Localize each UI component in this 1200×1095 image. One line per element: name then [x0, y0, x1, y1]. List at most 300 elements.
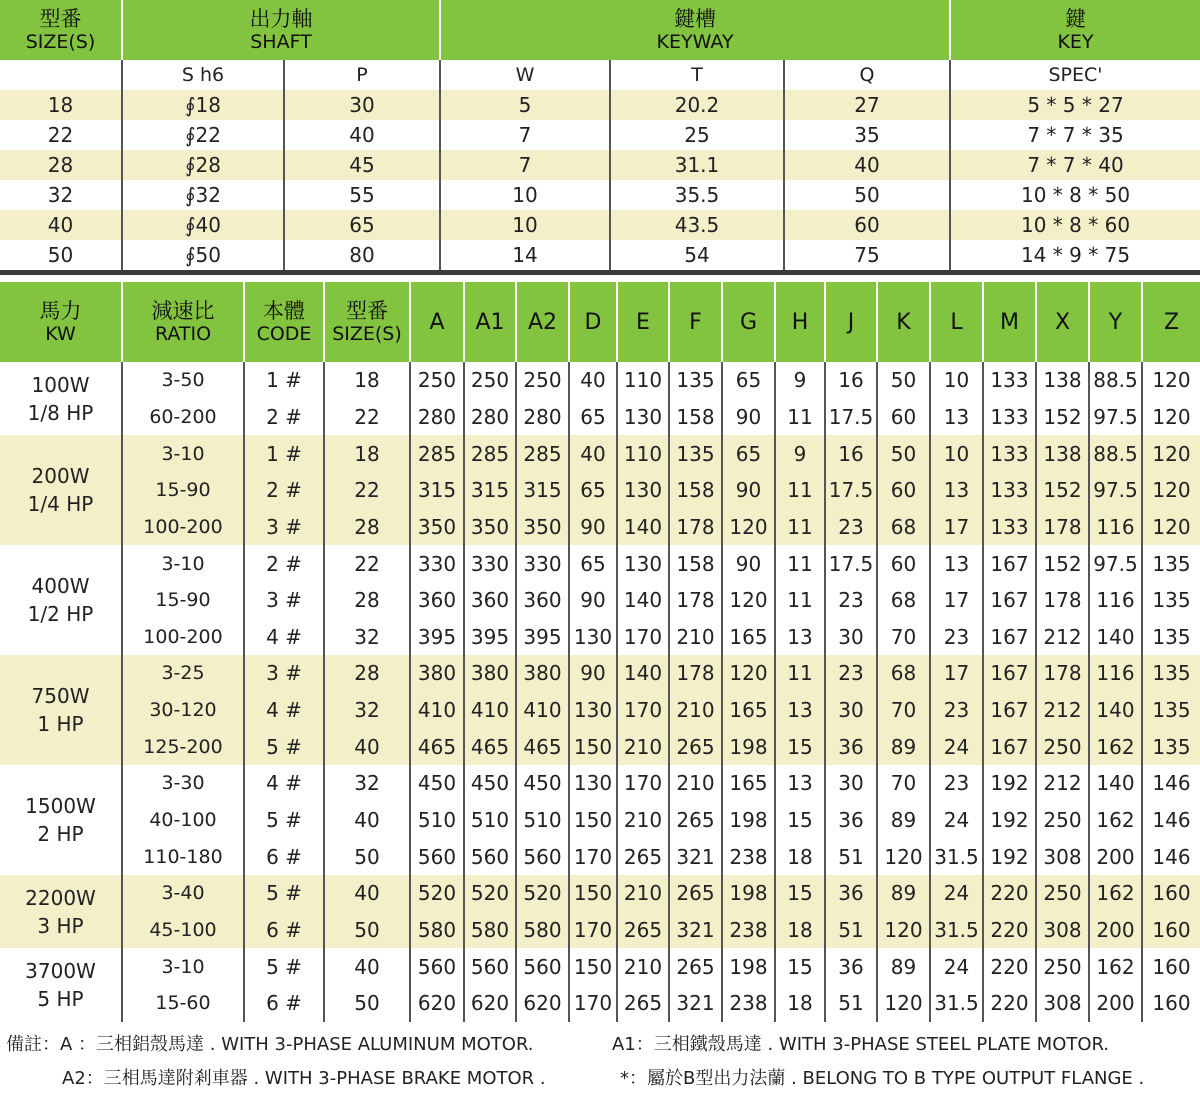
dimension-table-body — [0, 362, 1200, 1022]
dimension-table-cell: 116 — [1089, 582, 1142, 619]
section-divider — [0, 270, 1200, 275]
dimension-table-cell: 68 — [877, 582, 930, 619]
dimension-table-cell: 65 — [569, 545, 617, 582]
dimension-table-cell: 170 — [569, 985, 617, 1022]
dimension-table-cell: 152 — [1036, 545, 1089, 582]
dimension-table-row — [0, 948, 1200, 985]
dimension-table-cell: 265 — [669, 948, 722, 985]
dimension-header-label: A — [429, 309, 445, 335]
dimension-table-cell: 135 — [1152, 588, 1191, 613]
dimension-table-cell: 560 — [410, 948, 464, 985]
dimension-table-cell: 51 — [825, 838, 877, 875]
dimension-table-cell: 22 — [324, 472, 410, 509]
dimension-table-cell: 120 — [877, 912, 930, 949]
shaft-table-cell: 65 — [284, 210, 440, 240]
dimension-table-cell: 36 — [825, 802, 877, 839]
dimension-table-cell: 350 — [516, 509, 569, 546]
dimension-table-cell: 315 — [516, 472, 569, 509]
dimension-table-cell: 238 — [722, 838, 775, 875]
dimension-table-row — [0, 802, 1200, 839]
dimension-table-cell: 5 # — [244, 875, 324, 912]
dimension-table-cell: 192 — [983, 765, 1036, 802]
dimension-table-cell: 178 — [669, 582, 722, 619]
dimension-table-cell: 250 — [1036, 802, 1089, 839]
dimension-table-cell: 65 — [722, 435, 775, 472]
dimension-table-cell: 360 — [410, 582, 464, 619]
shaft-table-body — [0, 60, 1200, 270]
dimension-table-cell: 210 — [617, 728, 669, 765]
dimension-table-cell: 10 — [930, 435, 983, 472]
dimension-table-cell: 40-100 — [122, 802, 244, 839]
dimension-table-cell: 120 — [1152, 404, 1191, 429]
shaft-table-cell: 43.5 — [610, 210, 784, 240]
dimension-table-cell: 16 — [825, 435, 877, 472]
dimension-header-label: D — [584, 309, 602, 335]
dimension-table-cell: 31.5 — [930, 838, 983, 875]
header-size: 型番 SIZE(S) — [0, 0, 122, 60]
dimension-header-cell — [324, 282, 410, 362]
dimension-table-cell: 130 — [617, 545, 669, 582]
dimension-table-cell: 23 — [825, 509, 877, 546]
shaft-table-cell: 10 * 8 * 60 — [950, 210, 1200, 240]
dimension-table-cell: 250 — [516, 362, 569, 399]
dimension-table-cell: 100-200 — [122, 509, 244, 546]
dimension-table-cell: 238 — [722, 912, 775, 949]
dimension-table-cell: 6 # — [244, 985, 324, 1022]
dimension-table-cell: 120 — [722, 582, 775, 619]
dimension-table-cell: 15 — [775, 875, 825, 912]
dimension-header-label: A1 — [475, 309, 505, 335]
dimension-table-cell: 28 — [324, 509, 410, 546]
dimension-table-cell: 5 # — [244, 948, 324, 985]
dimension-table-cell: 192 — [983, 802, 1036, 839]
dimension-table-cell: 150 — [569, 948, 617, 985]
dimension-table-cell: 380 — [516, 655, 569, 692]
shaft-table-cell: 32 — [0, 180, 122, 210]
dimension-table-cell: 30-120 — [122, 692, 244, 729]
dimension-table-cell: 167 — [983, 655, 1036, 692]
dimension-table-row — [0, 472, 1200, 509]
dimension-table-cell: 13 — [930, 472, 983, 509]
dimension-table-row — [0, 362, 1200, 399]
header-key: 鍵 KEY — [950, 0, 1200, 60]
dimension-header-label-zh: 本體 — [263, 299, 305, 323]
dimension-table-cell: 11 — [775, 472, 825, 509]
dimension-header-label-en: CODE — [256, 323, 312, 345]
dimension-table-cell: 200 — [1089, 838, 1142, 875]
dimension-table-cell: 170 — [617, 618, 669, 655]
power-rating-cell — [0, 765, 122, 875]
power-rating-cell — [0, 545, 122, 655]
dimension-table-cell: 165 — [722, 765, 775, 802]
dimension-table-cell: 560 — [516, 948, 569, 985]
dimension-table-cell: 410 — [410, 692, 464, 729]
shaft-table-cell: 10 * 8 * 50 — [1020, 183, 1131, 207]
dimension-table-cell: 32 — [324, 692, 410, 729]
dimension-table-cell: 3-10 — [122, 435, 244, 472]
dimension-table-cell: 97.5 — [1089, 399, 1142, 436]
dimension-table-cell: 212 — [1036, 692, 1089, 729]
dimension-table-cell: 450 — [464, 765, 516, 802]
dimension-table-cell: 178 — [1036, 509, 1089, 546]
dimension-header-cell — [516, 282, 569, 362]
dimension-table-cell: 560 — [410, 838, 464, 875]
dimension-table-cell: 28 — [324, 655, 410, 692]
shaft-table-cell: 7 * 7 * 35 — [1027, 123, 1124, 147]
dimension-table-cell: 3-30 — [122, 765, 244, 802]
power-kw: 100W — [31, 372, 90, 397]
dimension-header-label: A2 — [527, 309, 558, 335]
dimension-header-cell — [775, 282, 825, 362]
power-kw: 400W — [31, 574, 90, 599]
power-hp: 2 HP — [37, 822, 84, 846]
dimension-table-cell: 17 — [930, 655, 983, 692]
dimension-header-cell — [569, 282, 617, 362]
dimension-header-label: E — [636, 309, 650, 335]
dimension-table-cell: 321 — [669, 912, 722, 949]
dimension-table-cell: 250 — [1036, 728, 1089, 765]
dimension-table-cell: 330 — [410, 545, 464, 582]
dimension-table-cell: 3-50 — [122, 362, 244, 399]
dimension-table-cell: 5 # — [244, 802, 324, 839]
dimension-table-cell: 13 — [775, 692, 825, 729]
power-kw: 3700W — [25, 958, 96, 983]
dimension-table-cell: 24 — [930, 948, 983, 985]
dimension-table-cell: 120 — [1142, 472, 1200, 509]
dimension-table-cell: 220 — [983, 948, 1036, 985]
dimension-table-cell: 280 — [516, 399, 569, 436]
shaft-table-cell: 45 — [284, 150, 440, 180]
dimension-table-cell: 580 — [516, 912, 569, 949]
dimension-table-cell: 162 — [1089, 948, 1142, 985]
dimension-table-row — [0, 765, 1200, 802]
dimension-table-cell: 198 — [722, 802, 775, 839]
dimension-table-cell: 265 — [617, 985, 669, 1022]
dimension-table-cell: 88.5 — [1089, 362, 1142, 399]
dimension-table-cell: 3-10 — [122, 545, 244, 582]
header-shaft: 出力軸 SHAFT — [122, 0, 440, 60]
dimension-table-cell: 15-60 — [122, 985, 244, 1022]
dimension-table-cell: 167 — [983, 618, 1036, 655]
shaft-subheader-cell: S h6 — [122, 60, 284, 90]
dimension-table-cell: 395 — [464, 618, 516, 655]
power-kw: 1500W — [25, 794, 96, 818]
dimension-table-cell: 308 — [1036, 912, 1089, 949]
dimension-header-cell — [464, 282, 516, 362]
dimension-table-cell: 152 — [1036, 399, 1089, 436]
dimension-table-cell: 315 — [464, 472, 516, 509]
shaft-keyway-table — [0, 0, 1200, 270]
dimension-table-cell: 120 — [722, 509, 775, 546]
shaft-table-cell: 28 — [0, 150, 122, 180]
dimension-table-cell: 135 — [1142, 655, 1200, 692]
dimension-table-cell: 133 — [983, 435, 1036, 472]
shaft-subheader-cell: T — [610, 60, 784, 90]
dimension-table-cell: 133 — [983, 399, 1036, 436]
shaft-table-cell: ∮32 — [122, 180, 284, 210]
dimension-table-cell: 90 — [569, 655, 617, 692]
dimension-table-row — [0, 838, 1200, 875]
dimension-table-cell: 23 — [930, 692, 983, 729]
dimension-table-cell: 1 # — [244, 435, 324, 472]
shaft-table-row — [0, 180, 1200, 210]
dimension-table-cell: 40 — [324, 875, 410, 912]
dimension-table-cell: 350 — [464, 509, 516, 546]
dimension-table-row — [0, 435, 1200, 472]
dimension-table-cell: 90 — [722, 545, 775, 582]
shaft-table-cell: ∮28 — [122, 150, 284, 180]
dimension-table-cell: 60-200 — [122, 399, 244, 436]
dimension-header-cell — [825, 282, 877, 362]
dimension-header-label: L — [950, 309, 963, 335]
dimension-table-cell: 210 — [617, 802, 669, 839]
dimension-table-cell: 11 — [775, 399, 825, 436]
dimension-table-cell: 120 — [1152, 368, 1191, 393]
dimension-table-cell: 130 — [569, 765, 617, 802]
dimension-table-cell: 2 # — [244, 472, 324, 509]
shaft-table-cell: 30 — [284, 90, 440, 120]
shaft-subheader-row — [0, 60, 1200, 90]
dimension-table-row — [0, 509, 1200, 546]
dimension-table-cell: 198 — [722, 948, 775, 985]
dimension-header-cell — [722, 282, 775, 362]
dimension-table-cell: 160 — [1152, 954, 1191, 979]
dimension-table-cell: 560 — [516, 838, 569, 875]
dimension-table-cell: 89 — [877, 948, 930, 985]
dimension-table-cell: 11 — [775, 582, 825, 619]
dimension-table-cell: 28 — [324, 582, 410, 619]
dimension-table-cell: 330 — [516, 545, 569, 582]
dimension-header-cell — [983, 282, 1036, 362]
power-hp: 1/2 HP — [27, 602, 94, 627]
dimension-header-label-en: SIZE(S) — [332, 323, 402, 345]
dimension-table-row — [0, 875, 1200, 912]
dimension-table-cell: 265 — [669, 802, 722, 839]
shaft-table-cell: 10 — [440, 210, 610, 240]
power-kw: 750W — [31, 684, 90, 709]
dimension-table-cell: 135 — [1152, 551, 1191, 576]
dimension-table-cell: 1 # — [244, 362, 324, 399]
dimension-table-row — [0, 399, 1200, 436]
dimension-header-cell — [1036, 282, 1089, 362]
shaft-table-cell: 5 * 5 * 27 — [950, 90, 1200, 120]
dimension-table-cell: 178 — [1036, 655, 1089, 692]
dimension-table-cell: 265 — [669, 875, 722, 912]
note-a2: A2：三相馬達附剎車器 . WITH 3-PHASE BRAKE MOTOR . — [62, 1068, 546, 1089]
dimension-header-cell — [1142, 282, 1200, 362]
dimension-table-cell: 2 # — [244, 545, 324, 582]
dimension-table-cell: 50 — [324, 838, 410, 875]
dimension-table-cell: 140 — [617, 582, 669, 619]
dimension-table-cell: 450 — [410, 765, 464, 802]
shaft-table-cell: 18 — [0, 90, 122, 120]
dimension-table-cell: 40 — [324, 802, 410, 839]
dimension-table-cell: 200 — [1089, 912, 1142, 949]
dimension-table-cell: 110 — [617, 362, 669, 399]
dimension-table-cell: 15 — [775, 802, 825, 839]
dimension-table-cell: 116 — [1089, 509, 1142, 546]
dimension-table-cell: 130 — [617, 472, 669, 509]
dimension-table-cell: 3 # — [244, 509, 324, 546]
shaft-table-cell: 10 — [440, 180, 610, 210]
dimension-table-cell: 321 — [669, 985, 722, 1022]
dimension-table-cell: 321 — [669, 838, 722, 875]
dimension-table-cell: 13 — [930, 399, 983, 436]
dimension-table-cell: 130 — [617, 399, 669, 436]
dimension-table-cell: 15 — [775, 728, 825, 765]
dimension-table-cell: 265 — [669, 728, 722, 765]
dimension-table-row — [0, 618, 1200, 655]
dimension-table-cell: 130 — [569, 692, 617, 729]
shaft-table-cell: 40 — [0, 210, 122, 240]
dimension-table-cell: 140 — [1089, 692, 1142, 729]
dimension-table-cell: 18 — [775, 985, 825, 1022]
dimension-table-cell: 4 # — [244, 692, 324, 729]
dimension-table-cell: 510 — [516, 802, 569, 839]
power-hp: 1 HP — [37, 712, 84, 737]
dimension-table-cell: 40 — [569, 435, 617, 472]
dimension-table-cell: 50 — [324, 912, 410, 949]
dimension-table-cell: 30 — [825, 618, 877, 655]
dimension-header-cell — [930, 282, 983, 362]
dimension-table-cell: 97.5 — [1089, 545, 1142, 582]
dimension-table-cell: 158 — [669, 545, 722, 582]
dimension-table-cell: 138 — [1036, 435, 1089, 472]
dimension-table-cell: 285 — [516, 435, 569, 472]
dimension-table-cell: 220 — [983, 912, 1036, 949]
dimension-table-cell: 60 — [877, 399, 930, 436]
dimension-table-cell: 167 — [983, 582, 1036, 619]
dimension-table-cell: 36 — [825, 728, 877, 765]
dimension-header-label-zh: 馬力 — [39, 299, 82, 323]
dimension-table-cell: 308 — [1036, 985, 1089, 1022]
dimension-table-cell: 50 — [877, 435, 930, 472]
dimension-table-cell: 170 — [569, 838, 617, 875]
dimension-table-row — [0, 582, 1200, 619]
shaft-table-cell: 7 * 7 * 40 — [950, 150, 1200, 180]
dimension-table-cell: 146 — [1152, 771, 1191, 796]
dimension-table-cell: 6 # — [244, 912, 324, 949]
dimension-table-cell: 17 — [930, 509, 983, 546]
dimension-header-cell — [617, 282, 669, 362]
dimension-table-cell: 51 — [825, 985, 877, 1022]
dimension-table-cell: 165 — [722, 692, 775, 729]
dimension-header-cell — [877, 282, 930, 362]
dimension-table-cell: 31.5 — [930, 985, 983, 1022]
dimension-table-cell: 13 — [775, 765, 825, 802]
dimension-table-cell: 120 — [877, 838, 930, 875]
dimension-table-cell: 200 — [1089, 985, 1142, 1022]
dimension-header-cell — [244, 282, 324, 362]
dimension-table-cell: 3-10 — [122, 948, 244, 985]
shaft-table-cell: 25 — [610, 120, 784, 150]
power-kw: 200W — [31, 464, 90, 489]
dimension-table-cell: 192 — [983, 838, 1036, 875]
dimension-table-cell: 90 — [569, 509, 617, 546]
dimension-table-cell: 162 — [1089, 728, 1142, 765]
dimension-table-cell: 280 — [464, 399, 516, 436]
dimension-table-cell: 65 — [722, 362, 775, 399]
dimension-table-cell: 120 — [722, 655, 775, 692]
dimension-table-cell: 315 — [410, 472, 464, 509]
dimension-table-cell: 465 — [464, 728, 516, 765]
dimension-table-cell: 308 — [1036, 838, 1089, 875]
dimension-header-label-zh: 減速比 — [151, 299, 215, 323]
dimension-table-cell: 285 — [464, 435, 516, 472]
dimension-table-cell: 133 — [983, 472, 1036, 509]
shaft-table-cell: 35.5 — [610, 180, 784, 210]
dimension-header-label: M — [1000, 309, 1019, 335]
shaft-table-row — [0, 120, 1200, 150]
dimension-table-cell: 520 — [464, 875, 516, 912]
shaft-table-cell: 80 — [284, 240, 440, 270]
dimension-header-cell — [669, 282, 722, 362]
dimension-header-label: G — [739, 309, 758, 335]
dimension-header-label: J — [847, 309, 855, 335]
shaft-table-cell: 55 — [284, 180, 440, 210]
dimension-table-cell: 250 — [464, 362, 516, 399]
dimension-table-cell: 90 — [569, 582, 617, 619]
note-a: 備註：A ：三相鋁殼馬達 . WITH 3-PHASE ALUMINUM MOTOR. — [6, 1034, 534, 1055]
dimension-table-cell: 97.5 — [1089, 472, 1142, 509]
dimension-header-cell — [1089, 282, 1142, 362]
dimension-table-cell: 167 — [983, 545, 1036, 582]
dimension-table-cell: 18 — [324, 362, 410, 399]
dimension-table-cell: 65 — [569, 399, 617, 436]
shaft-table-cell: 75 — [784, 240, 950, 270]
dimension-table-cell: 68 — [877, 509, 930, 546]
dimension-table-cell: 40 — [324, 728, 410, 765]
dimension-table-cell: 135 — [669, 362, 722, 399]
dimension-table-cell: 158 — [669, 472, 722, 509]
dimension-table-cell: 560 — [464, 948, 516, 985]
dimension-table-cell: 88.5 — [1089, 435, 1142, 472]
dimension-table-cell: 150 — [569, 875, 617, 912]
dimension-table-cell: 4 # — [244, 618, 324, 655]
dimension-table-cell: 23 — [825, 655, 877, 692]
dimension-table-cell: 45-100 — [122, 912, 244, 949]
dimension-table-cell: 15-90 — [122, 472, 244, 509]
dimension-table-cell: 198 — [722, 728, 775, 765]
dimension-table-cell: 380 — [410, 655, 464, 692]
dimension-table-cell: 210 — [669, 618, 722, 655]
dimension-table-cell: 560 — [464, 838, 516, 875]
dimension-table-row — [0, 985, 1200, 1022]
dimension-table-cell: 11 — [775, 545, 825, 582]
dimension-table-cell: 167 — [983, 692, 1036, 729]
shaft-table-cell: 50 — [784, 180, 950, 210]
dimension-table-cell: 178 — [669, 509, 722, 546]
dimension-table-cell: 18 — [775, 912, 825, 949]
shaft-table-cell: 20.2 — [610, 90, 784, 120]
dimension-table-cell: 11 — [775, 655, 825, 692]
dimension-table-cell: 162 — [1089, 875, 1142, 912]
dimension-table-cell: 250 — [410, 362, 464, 399]
dimension-table-cell: 13 — [930, 545, 983, 582]
dimension-table-cell: 198 — [722, 875, 775, 912]
shaft-table-cell: 27 — [784, 90, 950, 120]
dimension-table-cell: 5 # — [244, 728, 324, 765]
dimension-header-label: X — [1054, 309, 1071, 335]
power-hp: 1/8 HP — [27, 400, 94, 425]
shaft-subheader-cell: SPEC' — [1048, 64, 1103, 86]
note-star: *：屬於B型出力法蘭 . BELONG TO B TYPE OUTPUT FLANGE . — [620, 1068, 1145, 1089]
dimension-table-cell: 140 — [617, 655, 669, 692]
power-rating-cell — [0, 435, 122, 545]
dimension-table-cell: 24 — [930, 875, 983, 912]
dimension-header-label: Z — [1163, 309, 1180, 335]
dimension-table-cell: 50 — [324, 985, 410, 1022]
